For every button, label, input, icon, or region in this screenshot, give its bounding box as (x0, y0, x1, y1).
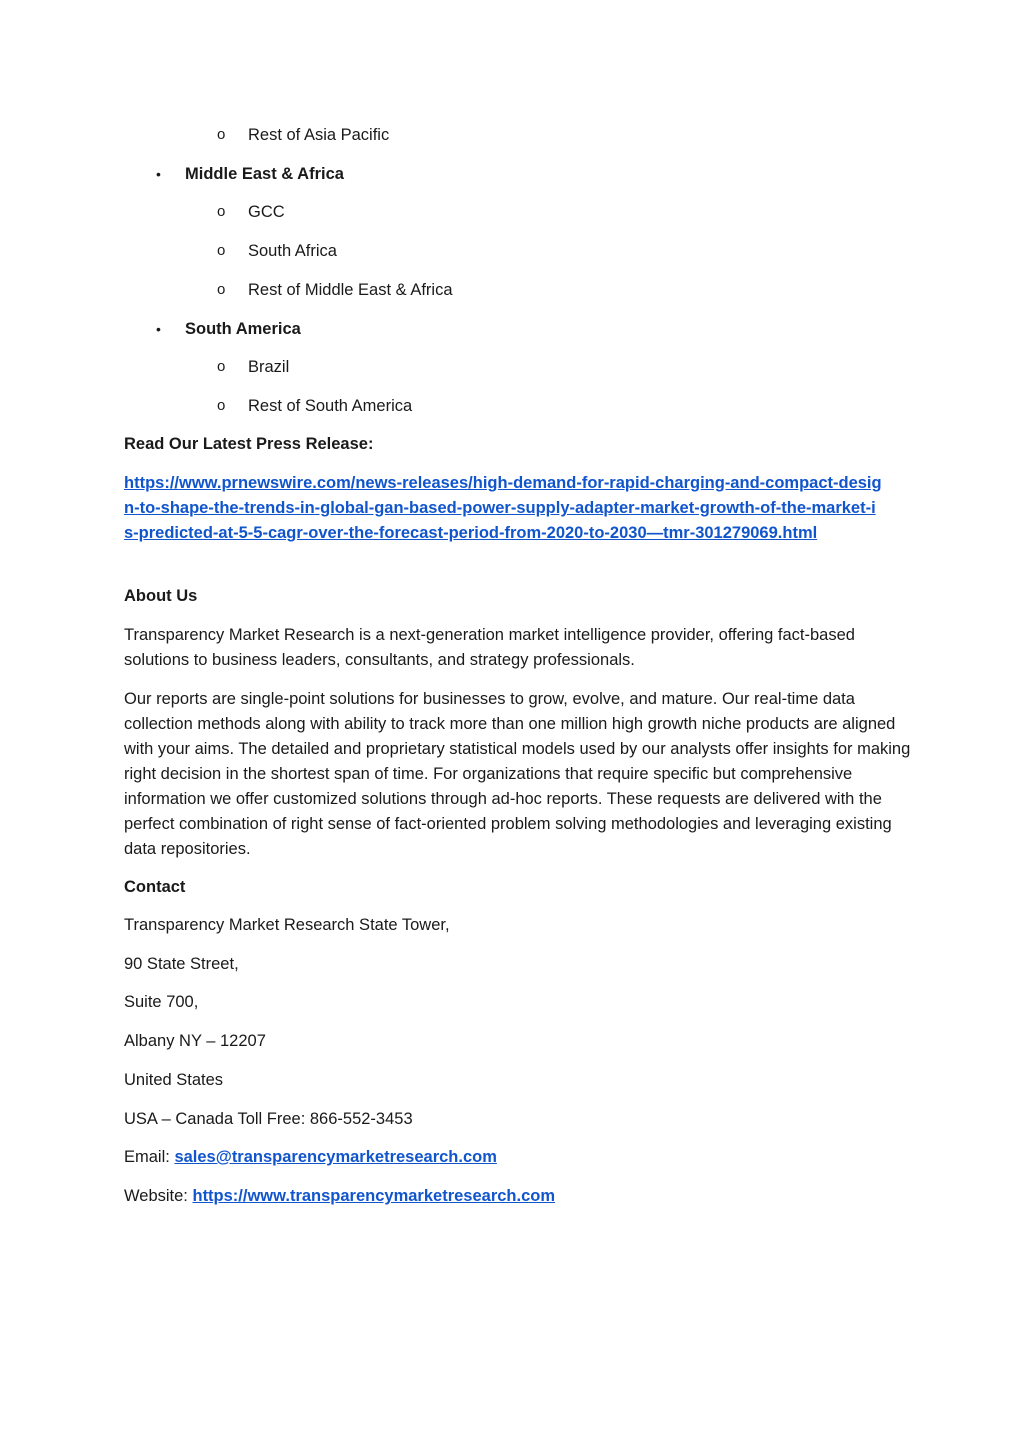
contact-address-line-2: 90 State Street, (124, 955, 239, 973)
contact-address-line-1: Transparency Market Research State Tower, (124, 916, 450, 934)
email-link[interactable]: sales@transparencymarketresearch.com (174, 1148, 497, 1166)
contact-country: United States (124, 1071, 224, 1089)
contact-heading: Contact (124, 878, 186, 896)
sub-bullet-marker: o (217, 126, 226, 143)
contact-website-line (124, 1184, 555, 1209)
press-release-link[interactable]: https://www.prnewswire.com/news-releases/high-demand-for-rapid-charging-and-compact-design-to-shape-the-trends-in-global-gan-based-power-supply-adapter-market-growth-of-the-market-is-predicted-at-5-5-cagr-over-the-forecast-period-from-2020-to-2030—tmr-301279069.html (124, 474, 882, 542)
list-item-text: Brazil (248, 358, 290, 376)
list-item-text: South America (185, 320, 301, 338)
contact-toll-free: USA – Canada Toll Free: 866-552-3453 (124, 1110, 413, 1128)
sub-bullet-marker: o (217, 281, 226, 298)
sub-bullet-marker: o (217, 397, 226, 414)
contact-address-line-4: Albany NY – 12207 (124, 1032, 266, 1050)
bullet-marker: • (156, 166, 161, 182)
sub-bullet-marker: o (217, 203, 226, 220)
list-item-text: South Africa (248, 242, 337, 260)
contact-address-line-3: Suite 700, (124, 993, 199, 1011)
list-item-text: Rest of Asia Pacific (248, 126, 390, 144)
list-item-text: Rest of Middle East & Africa (248, 281, 453, 299)
about-us-heading: About Us (124, 587, 198, 605)
website-label: Website: (124, 1187, 193, 1205)
sub-bullet-marker: o (217, 242, 226, 259)
email-label: Email: (124, 1148, 175, 1166)
bullet-marker: • (156, 321, 161, 337)
list-item-text: Middle East & Africa (185, 165, 344, 183)
about-paragraph-1: Transparency Market Research is a next-generation market intelligence provider, offering fact-based solutions to business leaders, consultants, and strategy professionals. (124, 626, 855, 669)
list-item-text: GCC (248, 203, 285, 221)
contact-email-line (124, 1145, 497, 1170)
about-paragraph-2: Our reports are single-point solutions for businesses to grow, evolve, and mature. Our real-time data collection methods along with ability to track more than one million high growth niche products are aligned with your aims. The detailed and proprietary statistical models used by our analysts offer insights for making right decision in the shortest span of time. For organizations that require specific but comprehensive information we offer customized solutions through ad-hoc reports. These requests are delivered with the perfect combination of right sense of fact-oriented problem solving methodologies and leveraging existing data repositories. (124, 690, 911, 858)
sub-bullet-marker: o (217, 358, 226, 375)
press-release-link-block (124, 471, 884, 546)
website-link[interactable]: https://www.transparencymarketresearch.com (192, 1187, 556, 1205)
list-item-text: Rest of South America (248, 397, 413, 415)
press-release-heading: Read Our Latest Press Release: (124, 435, 374, 453)
